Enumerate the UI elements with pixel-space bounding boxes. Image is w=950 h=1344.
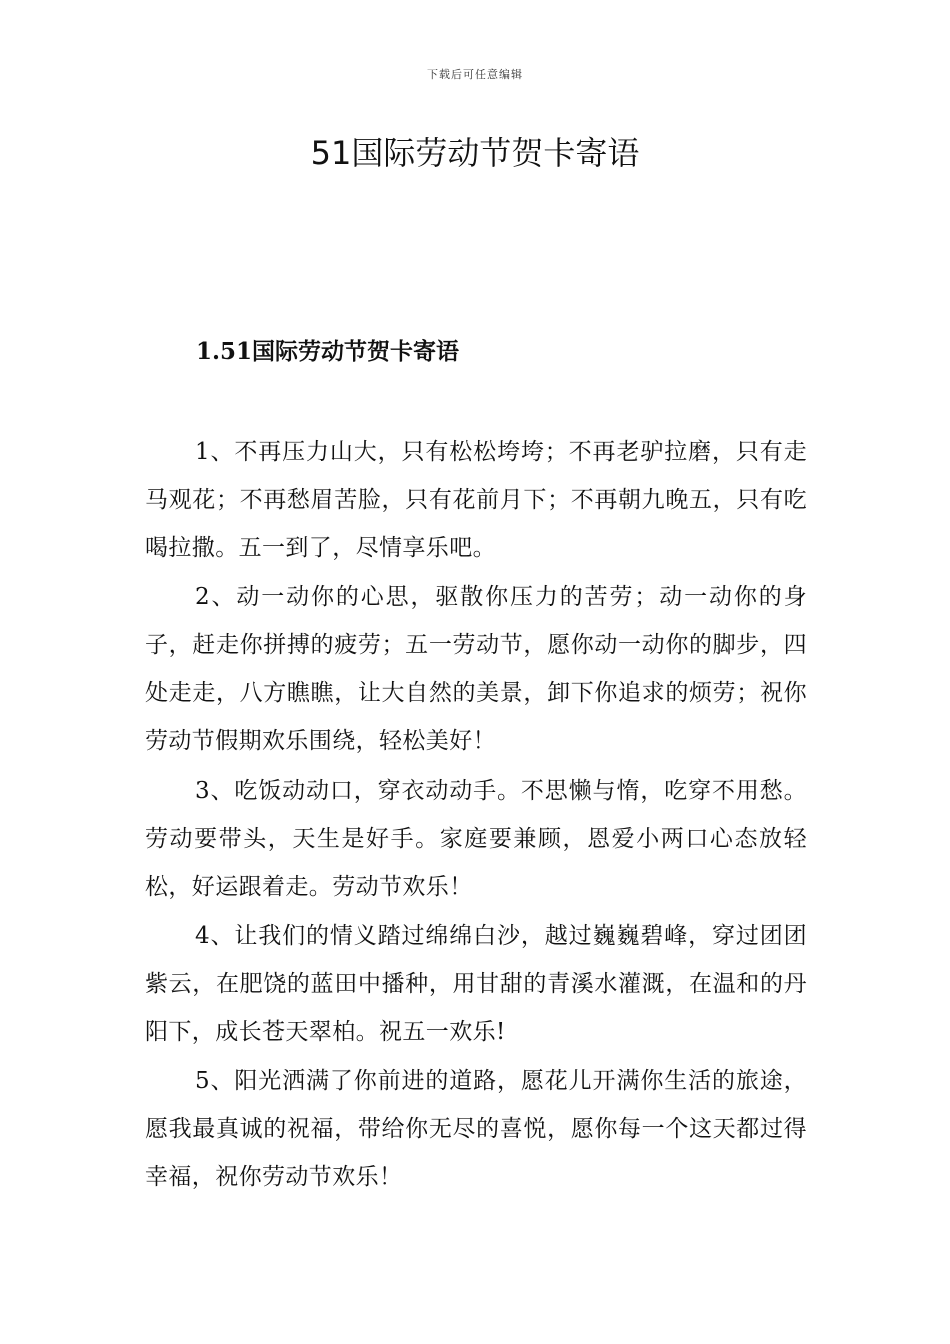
paragraph: 2、动一动你的心思，驱散你压力的苦劳；动一动你的身子，赶走你拼搏的疲劳；五一劳动节，愿你动一动你的脚步，四处走走，八方瞧瞧，让大自然的美景，卸下你追求的烦劳；祝你劳动节假期欢乐围绕，轻松美好！ [145,584,807,755]
header-note: 下载后可任意编辑 [427,68,523,81]
paragraph: 5、阳光洒满了你前进的道路，愿花儿开满你生活的旅途，愿我最真诚的祝福，带给你无尽的喜悦，愿你每一个这天都过得幸福，祝你劳动节欢乐！ [145,1068,807,1191]
paragraph: 3、吃饭动动口，穿衣动动手。不思懒与惰，吃穿不用愁。劳动要带头，天生是好手。家庭要兼顾，恩爱小两口心态放轻松，好运跟着走。劳动节欢乐！ [145,777,807,900]
section-heading: 1.51国际劳动节贺卡寄语 [196,338,460,365]
body-text [145,428,807,1202]
page-title: 51国际劳动节贺卡寄语 [310,134,640,172]
paragraph: 1、不再压力山大，只有松松垮垮；不再老驴拉磨，只有走马观花；不再愁眉苦脸，只有花前月下；不再朝九晚五，只有吃喝拉撒。五一到了，尽情享乐吧。 [145,439,807,561]
paragraph: 4、让我们的情义踏过绵绵白沙，越过巍巍碧峰，穿过团团紫云，在肥饶的蓝田中播种，用甘甜的青溪水灌溉，在温和的丹阳下，成长苍天翠柏。祝五一欢乐! [145,922,807,1045]
